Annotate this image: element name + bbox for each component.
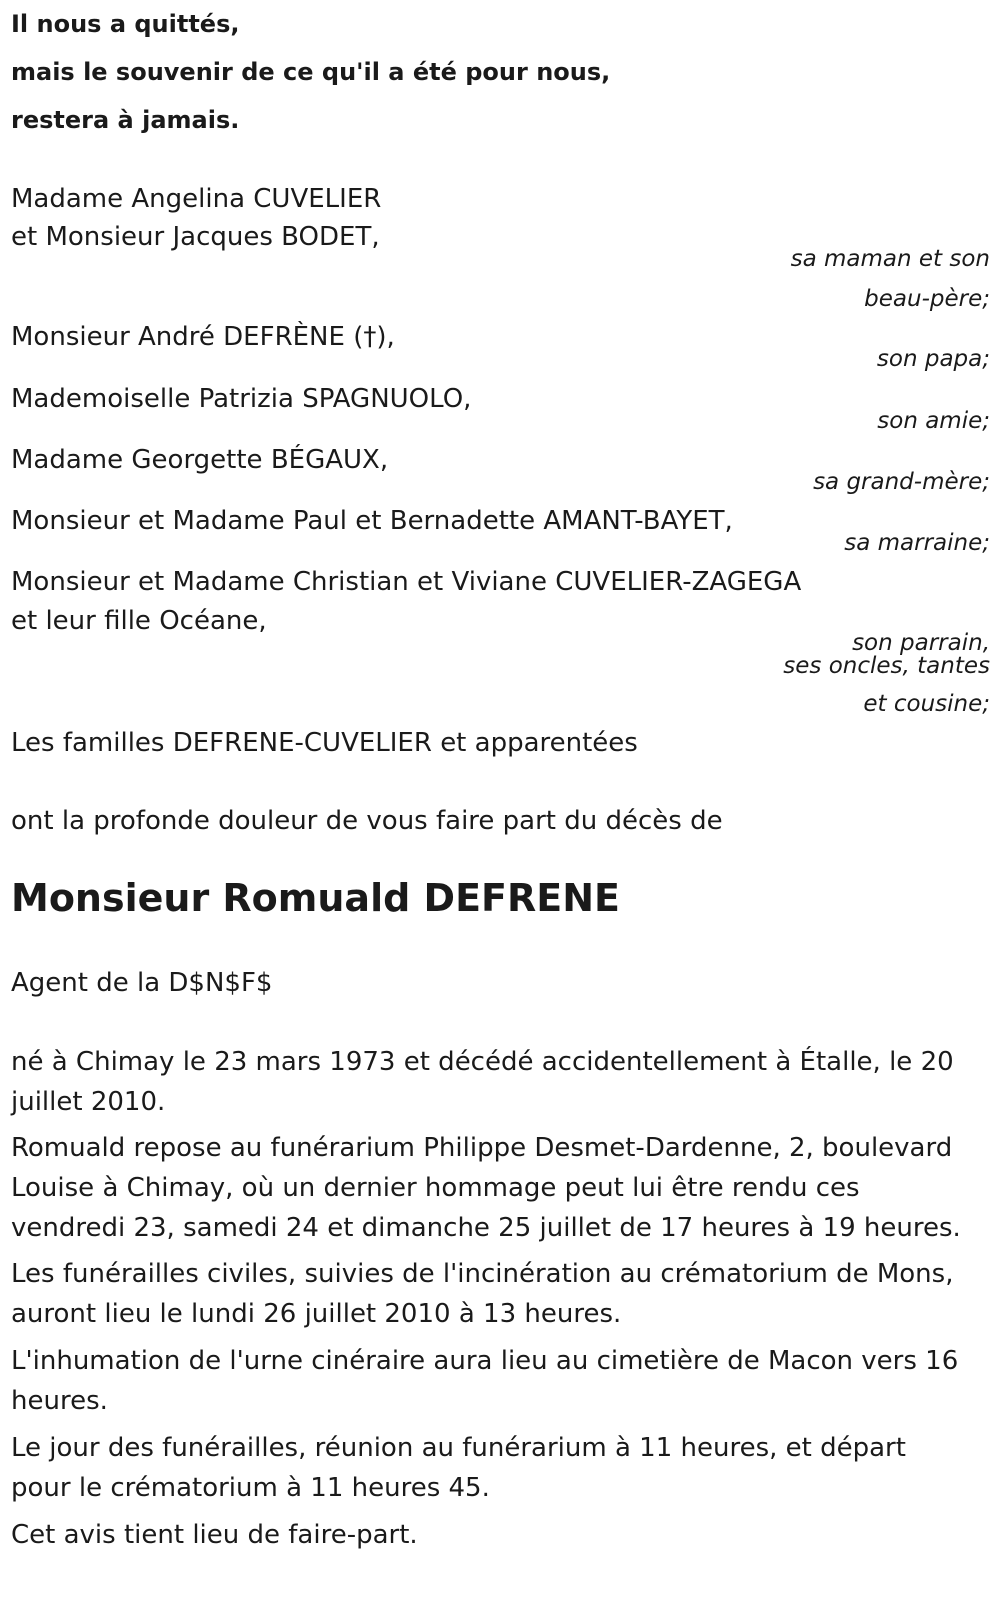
paragraph-birth-death: né à Chimay le 23 mars 1973 et décédé accidentellement à Étalle, le 20 juillet 2010. — [11, 1047, 954, 1117]
family-name-line: et Monsieur Jacques BODET, — [11, 222, 380, 252]
family-relation: son amie; — [877, 408, 990, 434]
families-line: Les familles DEFRENE-CUVELIER et apparentées — [11, 728, 638, 758]
family-name-line: Monsieur et Madame Christian et Viviane CUVELIER-ZAGEGA — [11, 567, 802, 597]
family-relation: ses oncles, tantes — [783, 653, 990, 679]
family-relation: et cousine; — [863, 691, 990, 717]
intro-line-2: mais le souvenir de ce qu'il a été pour nous, — [11, 58, 611, 86]
family-relation: beau-père; — [864, 286, 990, 312]
family-name-line: Monsieur André DEFRÈNE (†), — [11, 322, 395, 352]
paragraph-funeral: Les funérailles civiles, suivies de l'incinération au crématorium de Mons, auront lieu le lundi 26 juillet 2010 à 13 heures. — [11, 1259, 954, 1329]
intro-line-3: restera à jamais. — [11, 106, 240, 134]
paragraph-inhumation: L'inhumation de l'urne cinéraire aura lieu au cimetière de Macon vers 16 heures. — [11, 1346, 959, 1416]
family-relation: son parrain, — [852, 630, 990, 656]
family-relation: sa marraine; — [844, 530, 990, 556]
family-relation: son papa; — [876, 346, 990, 372]
paragraph-closing: Cet avis tient lieu de faire-part. — [11, 1520, 418, 1550]
family-name-line: et leur fille Océane, — [11, 606, 267, 636]
family-name-line: Monsieur et Madame Paul et Bernadette AMANT-BAYET, — [11, 506, 733, 536]
paragraph-funerarium: Romuald repose au funérarium Philippe Desmet-Dardenne, 2, boulevard Louise à Chimay, où un dernier hommage peut lui être rendu ces vendredi 23, samedi 24 et dimanche 25 juillet de 17 heures à 19 heures. — [11, 1133, 961, 1243]
occupation: Agent de la D$N$F$ — [11, 968, 273, 998]
intro-line-1: Il nous a quittés, — [11, 10, 240, 38]
family-name-line: Mademoiselle Patrizia SPAGNUOLO, — [11, 384, 472, 414]
paragraph-meeting: Le jour des funérailles, réunion au funérarium à 11 heures, et départ pour le crématorium à 11 heures 45. — [11, 1433, 906, 1503]
family-name-line: Madame Angelina CUVELIER — [11, 184, 382, 214]
announcement: ont la profonde douleur de vous faire part du décès de — [11, 806, 723, 836]
family-relation: sa grand-mère; — [813, 469, 990, 495]
family-name-line: Madame Georgette BÉGAUX, — [11, 445, 389, 475]
family-relation: sa maman et son — [790, 246, 990, 272]
deceased-name: Monsieur Romuald DEFRENE — [11, 876, 620, 920]
